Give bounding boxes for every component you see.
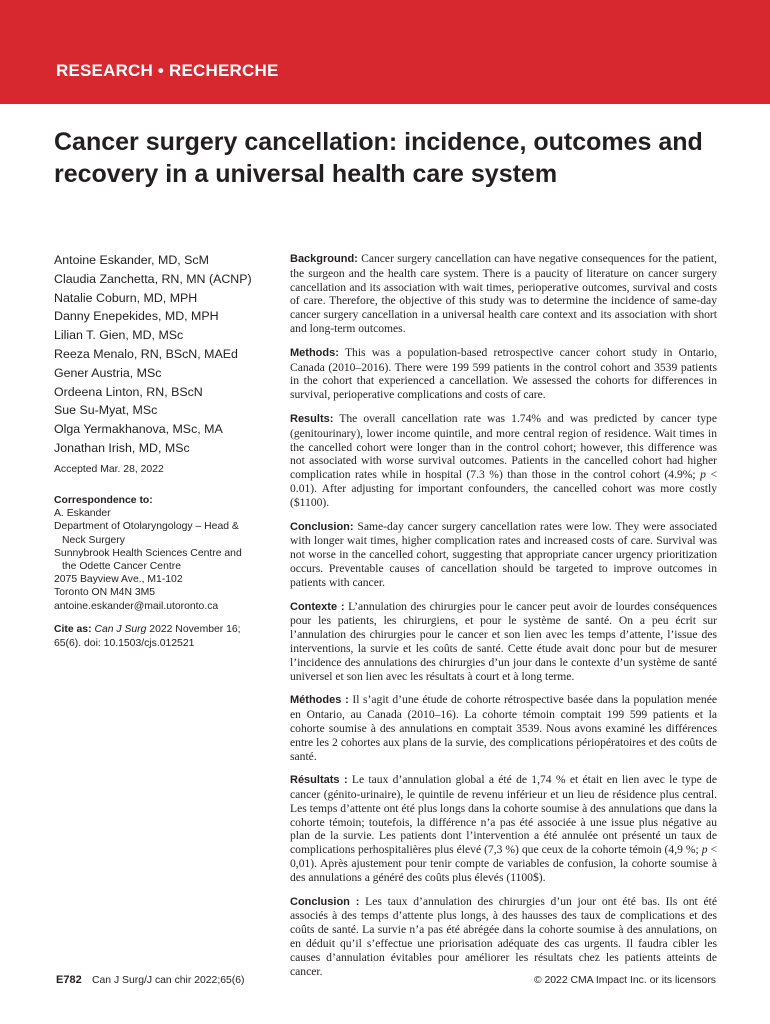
correspondence-institution-cont: the Odette Cancer Centre (62, 561, 181, 573)
abstract-background (290, 252, 717, 336)
author: Sue Su-Myat, MSc (54, 403, 158, 418)
abstract-text: < 0.01). After adjusting for important confounders, the cancelled cohort was more costly ($1100). (290, 468, 718, 509)
correspondence-address: 2075 Bayview Ave., M1-102 (54, 574, 183, 586)
abstract-heading: Résultats : (290, 774, 348, 787)
cite-date: 2022 November 16; (146, 624, 241, 635)
abstract-results (290, 412, 717, 510)
article-title: Cancer surgery cancellation: incidence, outcomes and recovery in a universal health care system (54, 128, 703, 188)
author: Gener Austria, MSc (54, 365, 162, 380)
abstract-text: Cancer surgery cancellation can have negative consequences for the patient, the surgeon and the health care system. There is a paucity of literature on cancer surgery cancellation and its association with wait times, perioperative outcomes, survival and costs of care. Therefore, the objective of this study was to determine the incidence of same-day cancer surgery cancellation in a universal health care context and its association with short and long-term outcomes. (290, 252, 717, 335)
abstract (290, 252, 717, 988)
abstract-heading: Methods: (290, 346, 339, 359)
abstract-text: < 0,01). Après ajustement pour tenir compte de variables de confusion, la cohorte soumise à des annulations a généré des coûts plus élevés (1100$). (290, 843, 718, 884)
p-value-symbol: p (701, 843, 708, 857)
abstract-heading: Méthodes : (290, 694, 349, 707)
author: Olga Yermakhanova, MSc, MA (54, 422, 223, 437)
footer-journal: Can J Surg/J can chir 2022;65(6) (92, 975, 245, 986)
section-banner (0, 0, 770, 104)
author: Danny Enepekides, MD, MPH (54, 309, 219, 324)
author: Claudia Zanchetta, RN, MN (ACNP) (54, 271, 252, 286)
cite-label: Cite as: (54, 624, 92, 635)
correspondence-city: Toronto ON M4N 3M5 (54, 587, 156, 599)
abstract-text: L’annulation des chirurgies pour le cancer peut avoir de lourdes conséquences pour les patients, les chirurgiens, et pour le système de santé. On a peu écrit sur l’annulation des chirurgies pour le cancer et son lien avec les temps d’attente, l’issue des interventions, la survie et les coûts de santé. Cette étude avait donc pour but de mesurer l’incidence des annulations des chirurgies d’un jour dans le contexte d’un système de santé universel et son lien avec les résultats à court et à long terme. (290, 599, 718, 683)
page-number: E782 (56, 974, 82, 986)
abstract-methods (290, 346, 717, 402)
cite-journal: Can J Surg (94, 624, 147, 635)
accepted-date: Accepted Mar. 28, 2022 (54, 464, 164, 475)
author-list (54, 251, 274, 458)
abstract-text: This was a population-based retrospective cancer cohort study in Ontario, Canada (2010–2016). There were 199 599 patients in the control cohort and 3539 patients in the cohort that experienced a cancellation. We assessed the cohorts for differences in survival, perioperative complications and costs of care. (290, 345, 717, 402)
abstract-text: Same-day cancer surgery cancellation rates were low. They were associated with longer wait times, higher complication rates and increased costs of care. Survival was not worse in the cancelled cohort, suggesting that appropriate cancer urgency prioritization occurs. Preventable causes of cancellation should be targeted to improve outcomes in patients with cancer. (290, 519, 717, 589)
abstract-conclusion-fr (290, 895, 717, 979)
abstract-heading: Results: (290, 412, 334, 425)
author: Natalie Coburn, MD, MPH (54, 290, 198, 305)
correspondence-email[interactable]: antoine.eskander@mail.utoronto.ca (54, 600, 219, 612)
abstract-text: Le taux d’annulation global a été de 1,74 % et était en lien avec le type de cancer (génito-urinaire), le quintile de revenu inférieur et un lieu de résidence plus central. Les temps d’attente ont été plus longs dans la cohorte soumise à des annulations que dans la cohorte témoin; toutefois, la différence n’a pas été associée à une issue plus négative au plan de la survie. Les patients dont l’intervention a été annulée ont présenté un taux de complications perhospitalières plus élevé (7,3 %) que ceux de la cohorte témoin (4,9 %; (290, 773, 717, 857)
abstract-text: Il s’agit d’une étude de cohorte rétrospective basée dans la population menée en Ontario, au Canada (2010–16). La cohorte témoin comptait 199 599 patients et la cohorte soumise à des annulations en comptait 3539. Nous avons examiné les différences entre les 2 cohortes aux plans de la survie, des complications périopératoires et des coûts de santé. (290, 693, 717, 763)
correspondence-dept-cont: Neck Surgery (62, 534, 125, 546)
abstract-heading: Background: (290, 253, 358, 265)
abstract-resultats (290, 773, 717, 884)
author: Lilian T. Gien, MD, MSc (54, 328, 184, 343)
correspondence-name: A. Eskander (54, 508, 111, 520)
abstract-heading: Conclusion : (290, 895, 360, 908)
p-value-symbol: p (700, 468, 706, 482)
correspondence-heading: Correspondence to: (54, 495, 153, 506)
cite-doi[interactable]: 65(6). doi: 10.1503/cjs.012521 (54, 637, 195, 649)
abstract-conclusion (290, 520, 717, 590)
cite-as-block (54, 623, 276, 650)
correspondence-dept: Department of Otolaryngology – Head & (54, 521, 239, 533)
author: Antoine Eskander, MD, ScM (54, 253, 209, 267)
abstract-text: The overall cancellation rate was 1.74% and was predicted by cancer type (genitourinary), lower income quintile, and more central region of residence. Wait times in the cancelled cohort were longer than in the control cohort; however, this difference was not associated with worse survival outcomes. Patients in the cancelled cohort had higher complication rates while in hospital (7.3 %) than those in the control cohort (4.9%; (290, 411, 717, 482)
author: Ordeena Linton, RN, BScN (54, 384, 203, 399)
section-label: RESEARCH • RECHERCHE (56, 61, 279, 80)
abstract-heading: Contexte : (290, 600, 345, 613)
abstract-contexte (290, 600, 717, 684)
author: Jonathan Irish, MD, MSc (54, 440, 190, 455)
abstract-methodes (290, 693, 717, 763)
correspondence-block (54, 494, 276, 613)
correspondence-institution: Sunnybrook Health Sciences Centre and (54, 547, 242, 559)
author: Reeza Menalo, RN, BScN, MAEd (54, 346, 238, 361)
abstract-heading: Conclusion: (290, 520, 354, 533)
footer-copyright: © 2022 CMA Impact Inc. or its licensors (533, 975, 716, 986)
abstract-text: Les taux d’annulation des chirurgies d’un jour ont été bas. Ils ont été associés à des temps d’attente plus longs, à des hausses des taux de complications et des coûts de santé. La survie n’a pas été abrégée dans la cohorte soumise à des annulations, on en déduit qu’il s’effectue une priorisation adéquate des cas urgents. Il faudra cibler les causes d’annulation évitables pour améliorer les résultats chez les patients atteints de cancer. (290, 894, 717, 978)
